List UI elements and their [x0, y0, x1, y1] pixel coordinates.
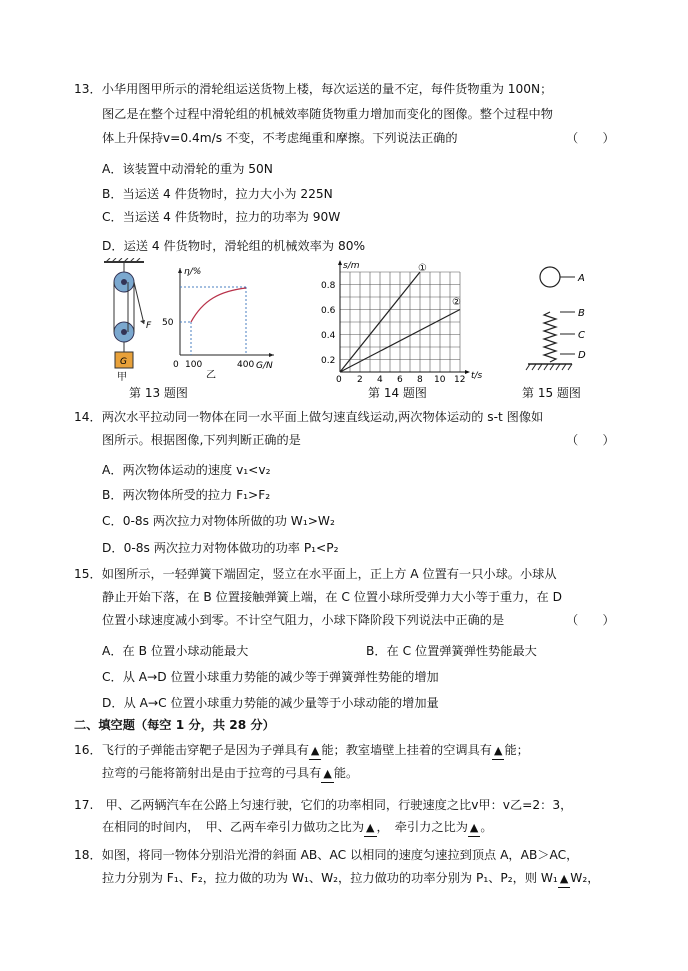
q16-blank-2: ▲: [492, 742, 504, 760]
figure-13-x-axis-label: G/N: [256, 361, 273, 371]
q16-text-l2a: 拉弯的弓能将箭射出是由于拉弯的弓具有: [102, 766, 322, 780]
q14-answer-paren: （ ）: [566, 433, 615, 447]
q14-line2: 图所示。根据图像,下列判断正确的是: [102, 433, 301, 447]
section-2-heading: 二、填空题（每空 1 分，共 28 分）: [74, 718, 275, 732]
q13-option-a: A．该装置中动滑轮的重为 50N: [102, 162, 273, 176]
q14-option-a: A．两次物体运动的速度 v₁<v₂: [102, 463, 271, 477]
q13-line1: 13．小华用图甲所示的滑轮组运送货物上楼，每次运送的量不定，每件货物重为 100N；: [74, 82, 553, 96]
q14-option-d: D．0-8s 两次拉力对物体做功的功率 P₁<P₂: [102, 541, 339, 555]
figure-13-caption: 第 13 题图: [129, 386, 188, 400]
figure-14-ytick: 0.4: [321, 331, 336, 341]
figure-13-weight-label: G: [120, 357, 127, 367]
q17-text-l2b: ， 牵引力之比为: [376, 820, 468, 834]
figure-13-tick-0: 0: [173, 360, 179, 370]
q16-text-b: 能；教室墙壁上挂着的空调具有: [321, 743, 492, 757]
q15-option-d: D．从 A→C 位置小球重力势能的减少量等于小球动能的增加量: [102, 696, 439, 710]
q15-option-b: B．在 C 位置弹簧弹性势能最大: [366, 644, 537, 658]
q17-blank-1: ▲: [364, 819, 376, 837]
q18-line1: 18．如图，将同一物体分别沿光滑的斜面 AB、AC 以相同的速度匀速拉到顶点 A，AB＞AC，: [74, 848, 579, 862]
figure-14-xtick: 2: [357, 375, 363, 382]
q13-option-b: B．当运送 4 件货物时，拉力大小为 225N: [102, 187, 333, 201]
q17-text-l2c: 。: [480, 820, 493, 834]
q15-line2: 静止开始下落，在 B 位置接触弹簧上端，在 C 位置小球所受弹力大小等于重力，在 D: [102, 590, 563, 604]
q16-line2: [102, 765, 358, 783]
figure-13-force-label: F: [146, 321, 152, 331]
figure-14-y-axis-label: s/m: [343, 261, 360, 271]
figure-13-sub-jia: 甲: [117, 372, 127, 383]
q15-line3: 位置小球速度减小到零。不计空气阻力，小球下降阶段下列说法中正确的是: [102, 613, 505, 627]
figure-13-efficiency-graph: [158, 262, 280, 378]
figure-15-label-d: D: [578, 350, 586, 361]
figure-14-x-axis-label: t/s: [471, 371, 483, 381]
q15-answer-paren: （ ）: [566, 613, 615, 627]
figure-13-tick-400: 400: [237, 360, 255, 370]
q15-option-c: C．从 A→D 位置小球重力势能的减少等于弹簧弹性势能的增加: [102, 670, 439, 684]
figure-14-ytick: 0.8: [321, 281, 336, 291]
figure-13-sub-yi: 乙: [206, 370, 216, 378]
figure-13-y-axis-label: η/%: [184, 267, 202, 277]
figure-15-caption: 第 15 题图: [522, 386, 581, 400]
figure-14-st-graph: [318, 258, 488, 382]
q14-option-c: C．0-8s 两次拉力对物体所做的功 W₁>W₂: [102, 514, 335, 528]
q13-line2: 图乙是在整个过程中滑轮组的机械效率随货物重力增加而变化的图像。整个过程中物: [102, 107, 553, 121]
figure-14-grid: [340, 272, 460, 372]
figure-15-coil: [544, 312, 556, 362]
figure-15-label-a: A: [578, 273, 585, 284]
figure-15-label-b: B: [578, 308, 585, 319]
q17-line2: [102, 819, 493, 837]
q16-text-l2b: 能。: [333, 766, 359, 780]
q16-blank-1: ▲: [309, 742, 321, 760]
figure-14-xtick: 10: [434, 375, 446, 382]
figure-15-ball: [540, 267, 560, 287]
q16-text-a: 16．飞行的子弹能击穿靶子是因为子弹具有: [74, 743, 309, 757]
q15-option-a: A．在 B 位置小球动能最大: [102, 644, 249, 658]
q18-text-l2a: 拉力分别为 F₁、F₂，拉力做的功为 W₁、W₂，拉力做功的功率分别为 P₁、P₂，则 W₁: [102, 871, 558, 885]
q15-line1: 15．如图所示，一轻弹簧下端固定，竖立在水平面上，正上方 A 位置有一只小球。小球从: [74, 567, 557, 581]
q13-line3: 体上升保持v=0.4m/s 不变，不考虑绳重和摩擦。下列说法正确的: [102, 131, 458, 145]
figure-13-pulley: [98, 258, 158, 383]
figure-15-label-c: C: [578, 330, 585, 341]
q16-line1: [74, 742, 529, 760]
q17-blank-2: ▲: [468, 819, 480, 837]
figure-14-ytick: 0.2: [321, 356, 336, 366]
figure-14-xtick: 6: [397, 375, 403, 382]
figure-15-spring: [520, 258, 610, 382]
q18-line2: [102, 870, 599, 888]
figure-13-tick-50: 50: [162, 318, 174, 328]
figure-14-xtick: 0: [336, 375, 342, 382]
figure-14-line-2-label: ②: [452, 297, 461, 308]
figure-14-xtick: 12: [454, 375, 466, 382]
figure-14-xtick: 4: [377, 375, 383, 382]
q14-option-b: B．两次物体所受的拉力 F₁>F₂: [102, 488, 271, 502]
figure-13-tick-100: 100: [185, 360, 203, 370]
q13-answer-paren: （ ）: [566, 131, 615, 145]
q18-text-l2b: W₂，: [570, 871, 600, 885]
q16-text-c: 能；: [504, 743, 529, 757]
q13-option-c: C．当运送 4 件货物时，拉力的功率为 90W: [102, 210, 341, 224]
q16-blank-3: ▲: [321, 765, 333, 783]
q18-blank-1: ▲: [558, 870, 570, 888]
q13-option-d: D．运送 4 件货物时，滑轮组的机械效率为 80%: [102, 239, 366, 253]
figure-14-caption: 第 14 题图: [368, 386, 427, 400]
figure-14-xtick: 8: [417, 375, 423, 382]
q14-line1: 14．两次水平拉动同一物体在同一水平面上做匀速直线运动,两次物体运动的 s-t 图像如: [74, 410, 544, 424]
q17-text-l2a: 在相同的时间内， 甲、乙两车牵引力做功之比为: [102, 820, 365, 834]
figure-14-ytick: 0.6: [321, 306, 336, 316]
figure-14-line-1-label: ①: [418, 263, 427, 274]
q17-line1: 17. 甲、乙两辆汽车在公路上匀速行驶，它们的功率相同，行驶速度之比v甲：v乙=2：3，: [74, 798, 573, 812]
